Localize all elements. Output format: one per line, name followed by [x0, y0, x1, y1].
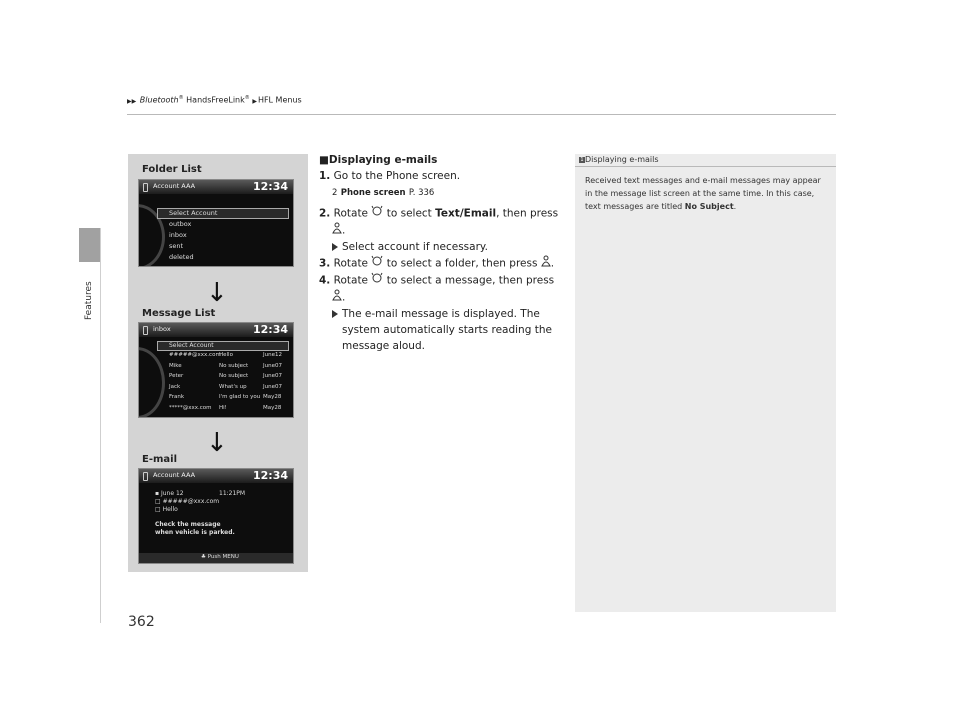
result-arrow-icon [332, 310, 338, 318]
press-icon-line: . [319, 222, 569, 239]
side-tab-marker [79, 228, 100, 262]
press-button-icon [332, 222, 342, 239]
email-label: E-mail [142, 454, 178, 465]
message-from: Frank [169, 394, 185, 400]
step-text: Rotate [333, 257, 369, 270]
message-date: May28 [263, 394, 282, 400]
step-text: , then press [496, 207, 559, 220]
step-text: Rotate [333, 274, 369, 287]
screen-title: inbox [153, 325, 171, 333]
note-body [585, 174, 830, 213]
press-button-icon [541, 255, 551, 272]
step-text: to select a folder, then press [386, 257, 538, 270]
step-number: 4. [319, 274, 331, 287]
email-body-line2: when vehicle is parked. [155, 529, 235, 536]
header-rule [127, 114, 836, 115]
breadcrumb [127, 95, 302, 105]
message-subject: No subject [219, 362, 249, 369]
message-from: Mike [169, 362, 182, 369]
message-subject: What's up [219, 383, 247, 390]
screen-clock: 12:34 [252, 323, 288, 336]
breadcrumb-arrow-icon: ▶▶ [127, 97, 137, 105]
screen-title: Account AAA [153, 182, 196, 190]
breadcrumb-reg2: ® [244, 95, 250, 101]
note-title: Displaying e-mails [585, 155, 659, 164]
push-menu: ♣ Push MENU [201, 554, 239, 560]
folder-list-screen [138, 179, 294, 267]
phone-icon [143, 183, 148, 192]
side-tab-label [82, 260, 98, 330]
email-from-text: #####@xxx.com [162, 498, 220, 505]
message-list-label: Message List [142, 308, 216, 319]
down-arrow-icon: ↓ [206, 278, 228, 308]
folder-item: inbox [169, 231, 187, 239]
message-from: Jack [169, 383, 181, 390]
note-panel [575, 154, 836, 612]
step-text: Rotate [333, 207, 369, 220]
note-bold-text: No Subject [684, 202, 734, 211]
note-text: Received text messages and e-mail messages may appear in the message list screen at the same time. In this case, text messages are titled [585, 176, 821, 211]
step-3: 3. Rotate to select a folder, then press . [319, 255, 569, 272]
message-date: June07 [263, 362, 282, 369]
interface-dial-icon [371, 255, 383, 272]
side-divider [100, 228, 101, 623]
message-date: June07 [263, 383, 282, 390]
main-content [319, 152, 569, 354]
folder-item: sent [169, 242, 184, 250]
message-list-screen [138, 322, 294, 418]
press-button-icon [332, 289, 342, 306]
section-heading-text: Displaying e-mails [328, 154, 438, 166]
folder-item: deleted [169, 253, 194, 261]
step-result-text: The e-mail message is displayed. The system automatically starts reading the message aloud. [342, 308, 552, 352]
interface-dial-icon [371, 272, 383, 289]
breadcrumb-hfl-menus: HFL Menus [257, 95, 302, 105]
knob-arc-icon [138, 347, 165, 418]
step-number: 2. [319, 207, 331, 220]
folder-item: outbox [169, 220, 192, 228]
breadcrumb-reg: ® [178, 95, 184, 101]
email-screen [138, 468, 294, 564]
step-text: to select [386, 207, 432, 220]
message-from: *****@xxx.com [169, 404, 212, 411]
email-footer-bar [139, 553, 293, 563]
step-4-result [319, 306, 569, 354]
screen-title-bar [139, 323, 293, 337]
message-subject: Hi! [219, 404, 227, 411]
screen-title-bar [139, 469, 293, 483]
section-heading: ■Displaying e-mails [319, 154, 438, 166]
phone-icon [143, 472, 148, 481]
screen-clock: 12:34 [252, 180, 288, 193]
folder-item: Select Account [169, 209, 218, 217]
step-number: 3. [319, 257, 331, 270]
message-subject: No subject [219, 373, 249, 379]
note-end: . [733, 202, 737, 211]
breadcrumb-arrow-icon: ▶ [252, 97, 257, 105]
screen-title: Account AAA [153, 471, 196, 479]
reference-page: P. 336 [408, 188, 435, 198]
press-icon-line: . [319, 289, 569, 306]
note-icon: 1 [580, 157, 584, 163]
message-subject: Hello [219, 352, 233, 358]
step-text: Go to the Phone screen. [333, 170, 461, 182]
cross-reference [319, 184, 569, 201]
step-2-result [319, 239, 569, 255]
email-time: 11:21PM [219, 490, 246, 497]
step-number: 1. [319, 170, 331, 182]
page-number: 362 [128, 614, 155, 630]
email-date-text: June 12 [160, 490, 184, 497]
email-from: □ #####@xxx.com [155, 498, 220, 505]
message-from: #####@xxx.com [169, 352, 221, 358]
step-1 [319, 168, 569, 184]
side-tab-text: Features [84, 281, 94, 320]
email-body-line1: Check the message [155, 521, 221, 528]
email-date: ▪ June 12 [155, 490, 184, 497]
message-from: Peter [169, 373, 184, 379]
step-2 [319, 205, 569, 255]
step-4 [319, 272, 569, 354]
push-menu-text: Push MENU [207, 554, 239, 560]
phone-icon [143, 326, 148, 335]
screen-clock: 12:34 [252, 469, 288, 482]
breadcrumb-handsfreelink: HandsFreeLink [183, 95, 245, 105]
step-result-text: Select account if necessary. [342, 241, 488, 253]
email-subject: □ Hello [155, 506, 178, 513]
breadcrumb-bluetooth: Bluetooth [139, 95, 179, 105]
interface-dial-icon [371, 205, 383, 222]
note-header [575, 154, 836, 167]
reference-icon: 2 [332, 188, 338, 198]
message-subject: I'm glad to you [219, 394, 261, 400]
message-list-header: Select Account [169, 342, 214, 349]
step-target: Text/Email [435, 207, 497, 220]
step-text: to select a message, then press [386, 274, 555, 287]
screens-illustration [128, 154, 308, 572]
message-date: June07 [263, 373, 282, 379]
message-date: May28 [263, 404, 282, 411]
message-date: June12 [263, 352, 282, 358]
screen-title-bar [139, 180, 293, 194]
folder-list-label: Folder List [142, 164, 202, 175]
email-subject-text: Hello [162, 506, 178, 513]
result-arrow-icon [332, 243, 338, 251]
reference-label: Phone screen [340, 188, 406, 198]
down-arrow-icon: ↓ [206, 428, 228, 458]
